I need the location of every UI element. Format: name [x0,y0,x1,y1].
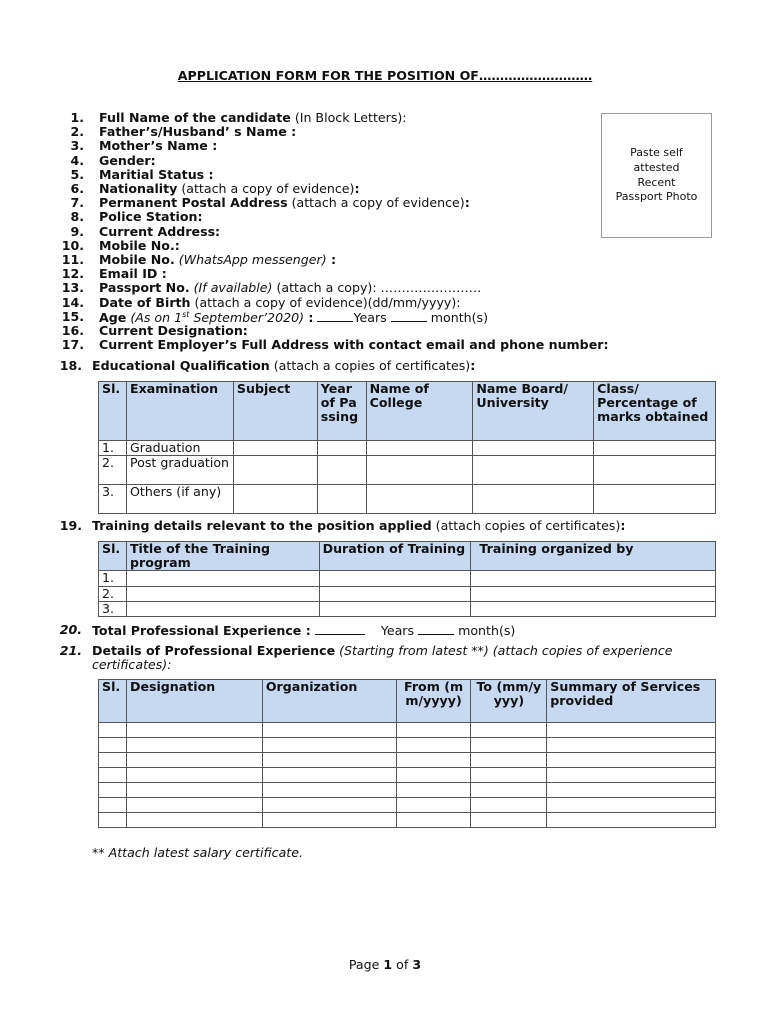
item-label: Email ID : [99,266,167,282]
section-label: Educational Qualification [92,358,270,373]
table-row [99,586,716,601]
item-note: (WhatsApp messenger) [174,252,327,267]
table-row [99,723,716,738]
table-row [99,738,716,753]
cell-subject[interactable] [233,456,317,485]
cell-summary[interactable] [547,768,716,783]
section-note: (attach copies of certificates) [431,518,621,533]
item-label: Passport No. [99,280,190,296]
cell-summary[interactable] [547,753,716,768]
cell-from[interactable] [396,813,471,828]
cell-to[interactable] [471,738,547,753]
item-colon: : [304,309,314,325]
table-row [99,571,716,586]
cell-to[interactable] [471,768,547,783]
item-label: Mobile No.: [99,237,180,253]
cell-sl: 3. [99,601,127,616]
item-note: (In Block Letters): [290,110,407,125]
item-label: Current Designation: [99,323,248,338]
page-prefix: Page [348,957,384,972]
note-text: ** Attach latest salary certificate. [92,845,304,860]
header-organized-by: Training organized by [471,542,716,571]
table-header-row [99,542,716,571]
cell-sl: 1. [99,571,127,586]
cell-college[interactable] [366,456,473,485]
cell-designation[interactable] [126,738,262,753]
page-footer [0,958,770,972]
table-row [99,813,716,828]
education-table [98,381,716,514]
header-summary: Summary of Services provided [547,680,716,723]
cell-from[interactable] [396,723,471,738]
cell-organizer[interactable] [471,571,716,586]
cell-organization[interactable] [262,753,396,768]
cell-sl[interactable] [99,738,127,753]
page-title: APPLICATION FORM FOR THE POSITION OF……………………… [177,68,593,83]
training-table [98,541,716,617]
item-number: 2. [70,124,84,140]
item-label: Full Name of the candidate [99,110,291,125]
table-row [99,456,716,485]
item-number: 20. [59,622,82,637]
header-to: To (mm/yyyy) [471,680,547,723]
months-label: month(s) [458,623,516,638]
item-label: Age [99,309,127,325]
cell-sl: 2. [99,456,127,485]
cell-sl[interactable] [99,813,127,828]
cell-year[interactable] [317,456,366,485]
page-current: 1 [383,957,393,972]
item-number: 19. [59,518,82,533]
cell-sl: 3. [99,485,127,514]
cell-from[interactable] [396,768,471,783]
item-number: 8. [70,209,84,225]
header-organization: Organization [262,680,396,723]
section-note: (attach a copies of certificates) [269,358,471,373]
cell-organization[interactable] [262,783,396,798]
cell-designation[interactable] [126,723,262,738]
cell-organization[interactable] [262,723,396,738]
cell-designation[interactable] [126,753,262,768]
months-label: month(s) [430,309,488,325]
section-label: Total Professional Experience : [92,623,311,638]
item-number: 12. [61,266,84,282]
years-label: Years [380,623,415,638]
item-label: Mother’s Name : [99,138,218,154]
item-note-italic-2: September’2020) [189,309,305,325]
cell-to[interactable] [471,723,547,738]
cell-sl: 2. [99,586,127,601]
cell-organization[interactable] [262,798,396,813]
table-row [99,783,716,798]
cell-organization[interactable] [262,768,396,783]
item-note: (attach a copy of evidence) [287,195,465,211]
cell-to[interactable] [471,783,547,798]
item-number: 6. [70,181,84,196]
cell-organization[interactable] [262,813,396,828]
item-note-italic: (If available) [189,280,273,296]
cell-examination: Graduation [126,441,233,456]
item-number: 9. [70,223,84,239]
item-colon: : [464,195,470,211]
item-label: Father’s/Husband’ s Name : [99,124,297,140]
item-number: 1. [70,110,84,125]
cell-sl[interactable] [99,798,127,813]
photo-line-3: Recent [637,175,676,189]
cell-board[interactable] [473,485,594,514]
header-training-title: Title of the Training program [126,542,319,571]
age-months-blank[interactable] [391,310,427,322]
cell-subject[interactable] [233,441,317,456]
header-designation: Designation [126,680,262,723]
item-number: 16. [61,323,84,338]
cell-title[interactable] [126,601,319,616]
header-duration: Duration of Training [319,542,471,571]
table-row [99,753,716,768]
item-number: 7. [70,195,84,211]
cell-subject[interactable] [233,485,317,514]
cell-sl[interactable] [99,723,127,738]
cell-to[interactable] [471,753,547,768]
item-number: 21. [59,643,82,658]
section-colon: : [470,358,476,373]
cell-summary[interactable] [547,723,716,738]
table-row [99,441,716,456]
cell-designation[interactable] [126,798,262,813]
item-label: Current Address: [99,223,221,239]
item-label: Maritial Status : [99,166,214,182]
table-row [99,798,716,813]
item-number: 18. [59,358,82,373]
header-examination: Examination [126,382,233,441]
section-note: (Starting from latest **) (attach copies of experience certificates): [92,643,673,673]
header-year-of-passing: Year of Passing [317,382,366,441]
cell-sl[interactable] [99,753,127,768]
cell-sl[interactable] [99,783,127,798]
cell-from[interactable] [396,753,471,768]
table-header-row [99,680,716,723]
item-label: Permanent Postal Address [99,195,288,211]
cell-to[interactable] [471,813,547,828]
cell-designation[interactable] [126,783,262,798]
cell-percentage[interactable] [594,485,716,514]
item-number: 14. [61,294,84,310]
experience-years-blank[interactable] [315,623,365,635]
cell-year[interactable] [317,485,366,514]
item-number: 3. [70,138,84,154]
cell-summary[interactable] [547,738,716,753]
item-label: Current Employer’s Full Address with contact email and phone number: [99,337,609,353]
cell-organizer[interactable] [471,601,716,616]
cell-sl: 1. [99,441,127,456]
cell-title[interactable] [126,571,319,586]
cell-college[interactable] [366,485,473,514]
applicant-details-list [0,111,770,361]
page-total: 3 [412,957,422,972]
item-note: (attach a copy): …………………… [272,280,482,296]
cell-percentage[interactable] [594,441,716,456]
item-number: 5. [70,166,84,182]
cell-organization[interactable] [262,738,396,753]
header-board-university: Name Board/ University [473,382,594,441]
item-note: (attach a copy of evidence)(dd/mm/yyyy): [190,294,461,310]
cell-from[interactable] [396,738,471,753]
age-years-blank[interactable] [317,310,353,322]
cell-year[interactable] [317,441,366,456]
page-middle: of [392,957,413,972]
table-row [99,768,716,783]
section-label: Details of Professional Experience [92,643,336,658]
item-label: Nationality [99,181,178,196]
item-number: 17. [61,337,84,353]
table-row [99,601,716,616]
item-label: Mobile No. [99,252,175,267]
table-header-row [99,382,716,441]
item-label: Gender: [99,152,156,168]
years-label: Years [353,309,387,325]
cell-college[interactable] [366,441,473,456]
experience-months-blank[interactable] [418,623,454,635]
experience-table [98,679,716,828]
item-number: 15. [61,308,84,324]
cell-duration[interactable] [319,571,471,586]
photo-line-2: attested [633,160,680,174]
header-name-of-college: Name of College [366,382,473,441]
photo-line-4: Passport Photo [615,190,698,204]
item-label: Police Station: [99,209,203,225]
table-row [99,485,716,514]
salary-note [92,846,303,860]
header-sl: Sl. [99,680,127,723]
cell-duration[interactable] [319,586,471,601]
item-number: 10. [61,237,84,253]
cell-title[interactable] [126,586,319,601]
header-sl: Sl. [99,382,127,441]
item-colon: : [326,252,337,267]
cell-from[interactable] [396,783,471,798]
header-subject: Subject [233,382,317,441]
cell-designation[interactable] [126,813,262,828]
item-number: 11. [61,252,84,267]
cell-summary[interactable] [547,783,716,798]
cell-from[interactable] [396,798,471,813]
item-number: 13. [61,280,84,296]
cell-designation[interactable] [126,768,262,783]
cell-examination: Post graduation [126,456,233,485]
item-colon: : [354,181,360,196]
item-number: 4. [70,152,84,168]
cell-to[interactable] [471,798,547,813]
cell-board[interactable] [473,441,594,456]
cell-summary[interactable] [547,813,716,828]
cell-organizer[interactable] [471,586,716,601]
cell-duration[interactable] [319,601,471,616]
header-from: From (mm/yyyy) [396,680,471,723]
item-note: (attach a copy of evidence) [177,181,355,196]
header-class-percentage: Class/ Percentage of marks obtained [594,382,716,441]
cell-board[interactable] [473,456,594,485]
section-label: Training details relevant to the position applied [92,518,432,533]
header-sl: Sl. [99,542,127,571]
photo-line-1: Paste self [630,146,683,160]
item-note-italic: (As on 1 [126,309,183,325]
section-colon: : [620,518,626,533]
cell-percentage[interactable] [594,456,716,485]
cell-sl[interactable] [99,768,127,783]
ordinal-suffix: st [182,309,190,319]
cell-examination: Others (if any) [126,485,233,514]
cell-summary[interactable] [547,798,716,813]
item-label: Date of Birth [99,294,191,310]
